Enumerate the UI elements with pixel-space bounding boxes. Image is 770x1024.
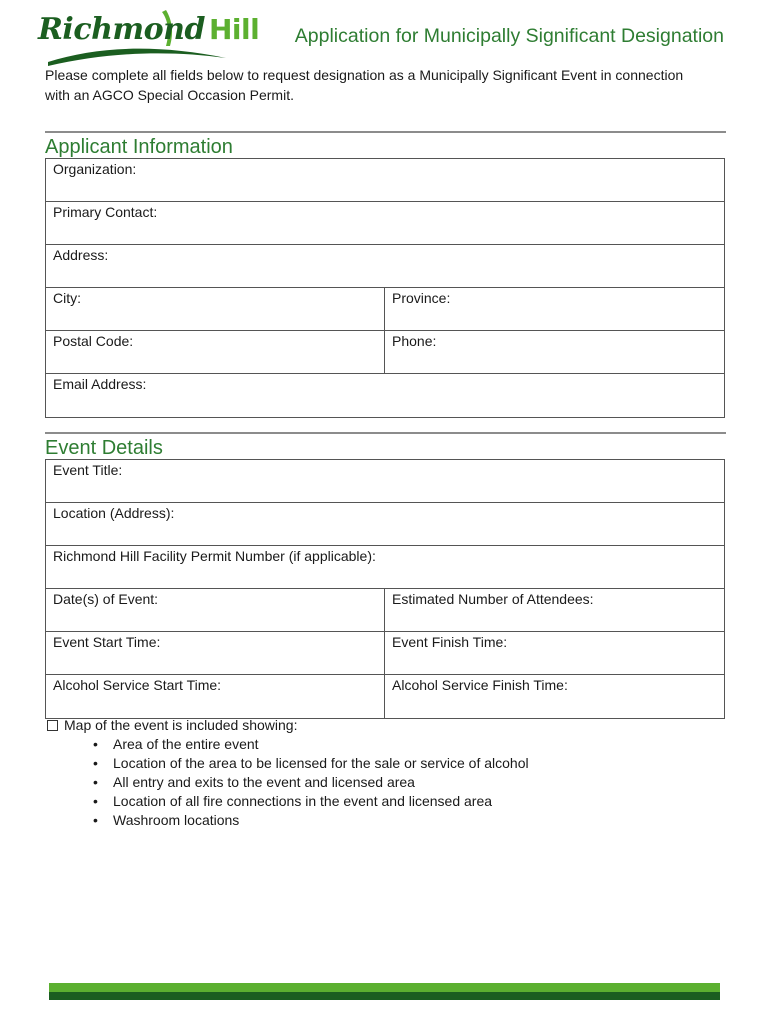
bullet-icon: • bbox=[93, 793, 98, 809]
bullet-icon: • bbox=[93, 755, 98, 771]
location-row bbox=[46, 503, 724, 546]
city-province-row bbox=[46, 288, 724, 331]
list-item-text: Location of the area to be licensed for the sale or service of alcohol bbox=[113, 755, 529, 771]
applicant-form bbox=[45, 158, 725, 418]
list-item bbox=[93, 792, 529, 811]
map-checkbox[interactable] bbox=[47, 720, 58, 731]
alcohol-times-row bbox=[46, 675, 724, 718]
bullet-icon: • bbox=[93, 812, 98, 828]
dates-attendees-row bbox=[46, 589, 724, 632]
primary-contact-row bbox=[46, 202, 724, 245]
logo-wordmark bbox=[38, 12, 259, 47]
event-dates-field[interactable]: Date(s) of Event: bbox=[46, 589, 385, 631]
attendees-field[interactable]: Estimated Number of Attendees: bbox=[392, 591, 594, 607]
alcohol-finish-time-field[interactable]: Alcohol Service Finish Time: bbox=[392, 677, 568, 693]
section-divider bbox=[45, 432, 726, 434]
facility-permit-field[interactable]: Richmond Hill Facility Permit Number (if applicable): bbox=[53, 548, 376, 564]
applicant-heading: Applicant Information bbox=[45, 136, 233, 158]
logo-name-hill: Hill bbox=[208, 13, 260, 46]
map-check-label: Map of the event is included showing: bbox=[64, 717, 298, 733]
address-field[interactable]: Address: bbox=[53, 247, 109, 263]
event-form bbox=[45, 459, 725, 719]
footer-bar-light bbox=[49, 983, 720, 992]
list-item-text: All entry and exits to the event and licensed area bbox=[113, 774, 415, 790]
event-finish-time-field[interactable]: Event Finish Time: bbox=[392, 634, 508, 650]
intro-text: Please complete all fields below to request designation as a Municipally Significant Event in connection with an AGCO Special Occasion Permit. bbox=[45, 67, 684, 103]
applicant-section-header bbox=[45, 131, 726, 158]
province-field[interactable]: Province: bbox=[392, 290, 451, 306]
list-item bbox=[93, 754, 529, 773]
event-title-row bbox=[46, 460, 724, 503]
event-times-row bbox=[46, 632, 724, 675]
email-field[interactable]: Email Address: bbox=[53, 376, 147, 392]
map-checklist bbox=[45, 716, 529, 830]
map-requirements-list bbox=[93, 735, 529, 830]
event-start-time-field[interactable]: Event Start Time: bbox=[46, 632, 385, 674]
organization-field[interactable]: Organization: bbox=[53, 161, 137, 177]
postal-code-field[interactable]: Postal Code: bbox=[46, 331, 385, 373]
list-item-text: Washroom locations bbox=[113, 812, 240, 828]
list-item bbox=[93, 811, 529, 830]
footer-bar-dark bbox=[49, 992, 720, 1000]
list-item bbox=[93, 735, 529, 754]
alcohol-start-time-field[interactable]: Alcohol Service Start Time: bbox=[46, 675, 385, 718]
list-item bbox=[93, 773, 529, 792]
logo-name: Richmond bbox=[38, 12, 205, 47]
list-item-text: Area of the entire event bbox=[113, 736, 259, 752]
bullet-icon: • bbox=[93, 736, 98, 752]
list-item-text: Location of all fire connections in the event and licensed area bbox=[113, 793, 493, 809]
phone-field[interactable]: Phone: bbox=[392, 333, 437, 349]
location-field[interactable]: Location (Address): bbox=[53, 505, 175, 521]
document-title: Application for Municipally Significant Designation bbox=[294, 25, 724, 47]
event-section-header bbox=[45, 432, 726, 459]
map-check-row bbox=[45, 716, 529, 735]
richmond-hill-logo bbox=[38, 6, 260, 70]
event-heading: Event Details bbox=[45, 437, 163, 459]
primary-contact-field[interactable]: Primary Contact: bbox=[53, 204, 158, 220]
organization-row bbox=[46, 159, 724, 202]
event-title-field[interactable]: Event Title: bbox=[53, 462, 123, 478]
postal-phone-row bbox=[46, 331, 724, 374]
facility-permit-row bbox=[46, 546, 724, 589]
section-divider bbox=[45, 131, 726, 133]
bullet-icon: • bbox=[93, 774, 98, 790]
address-row bbox=[46, 245, 724, 288]
email-row bbox=[46, 374, 724, 417]
city-field[interactable]: City: bbox=[46, 288, 385, 330]
